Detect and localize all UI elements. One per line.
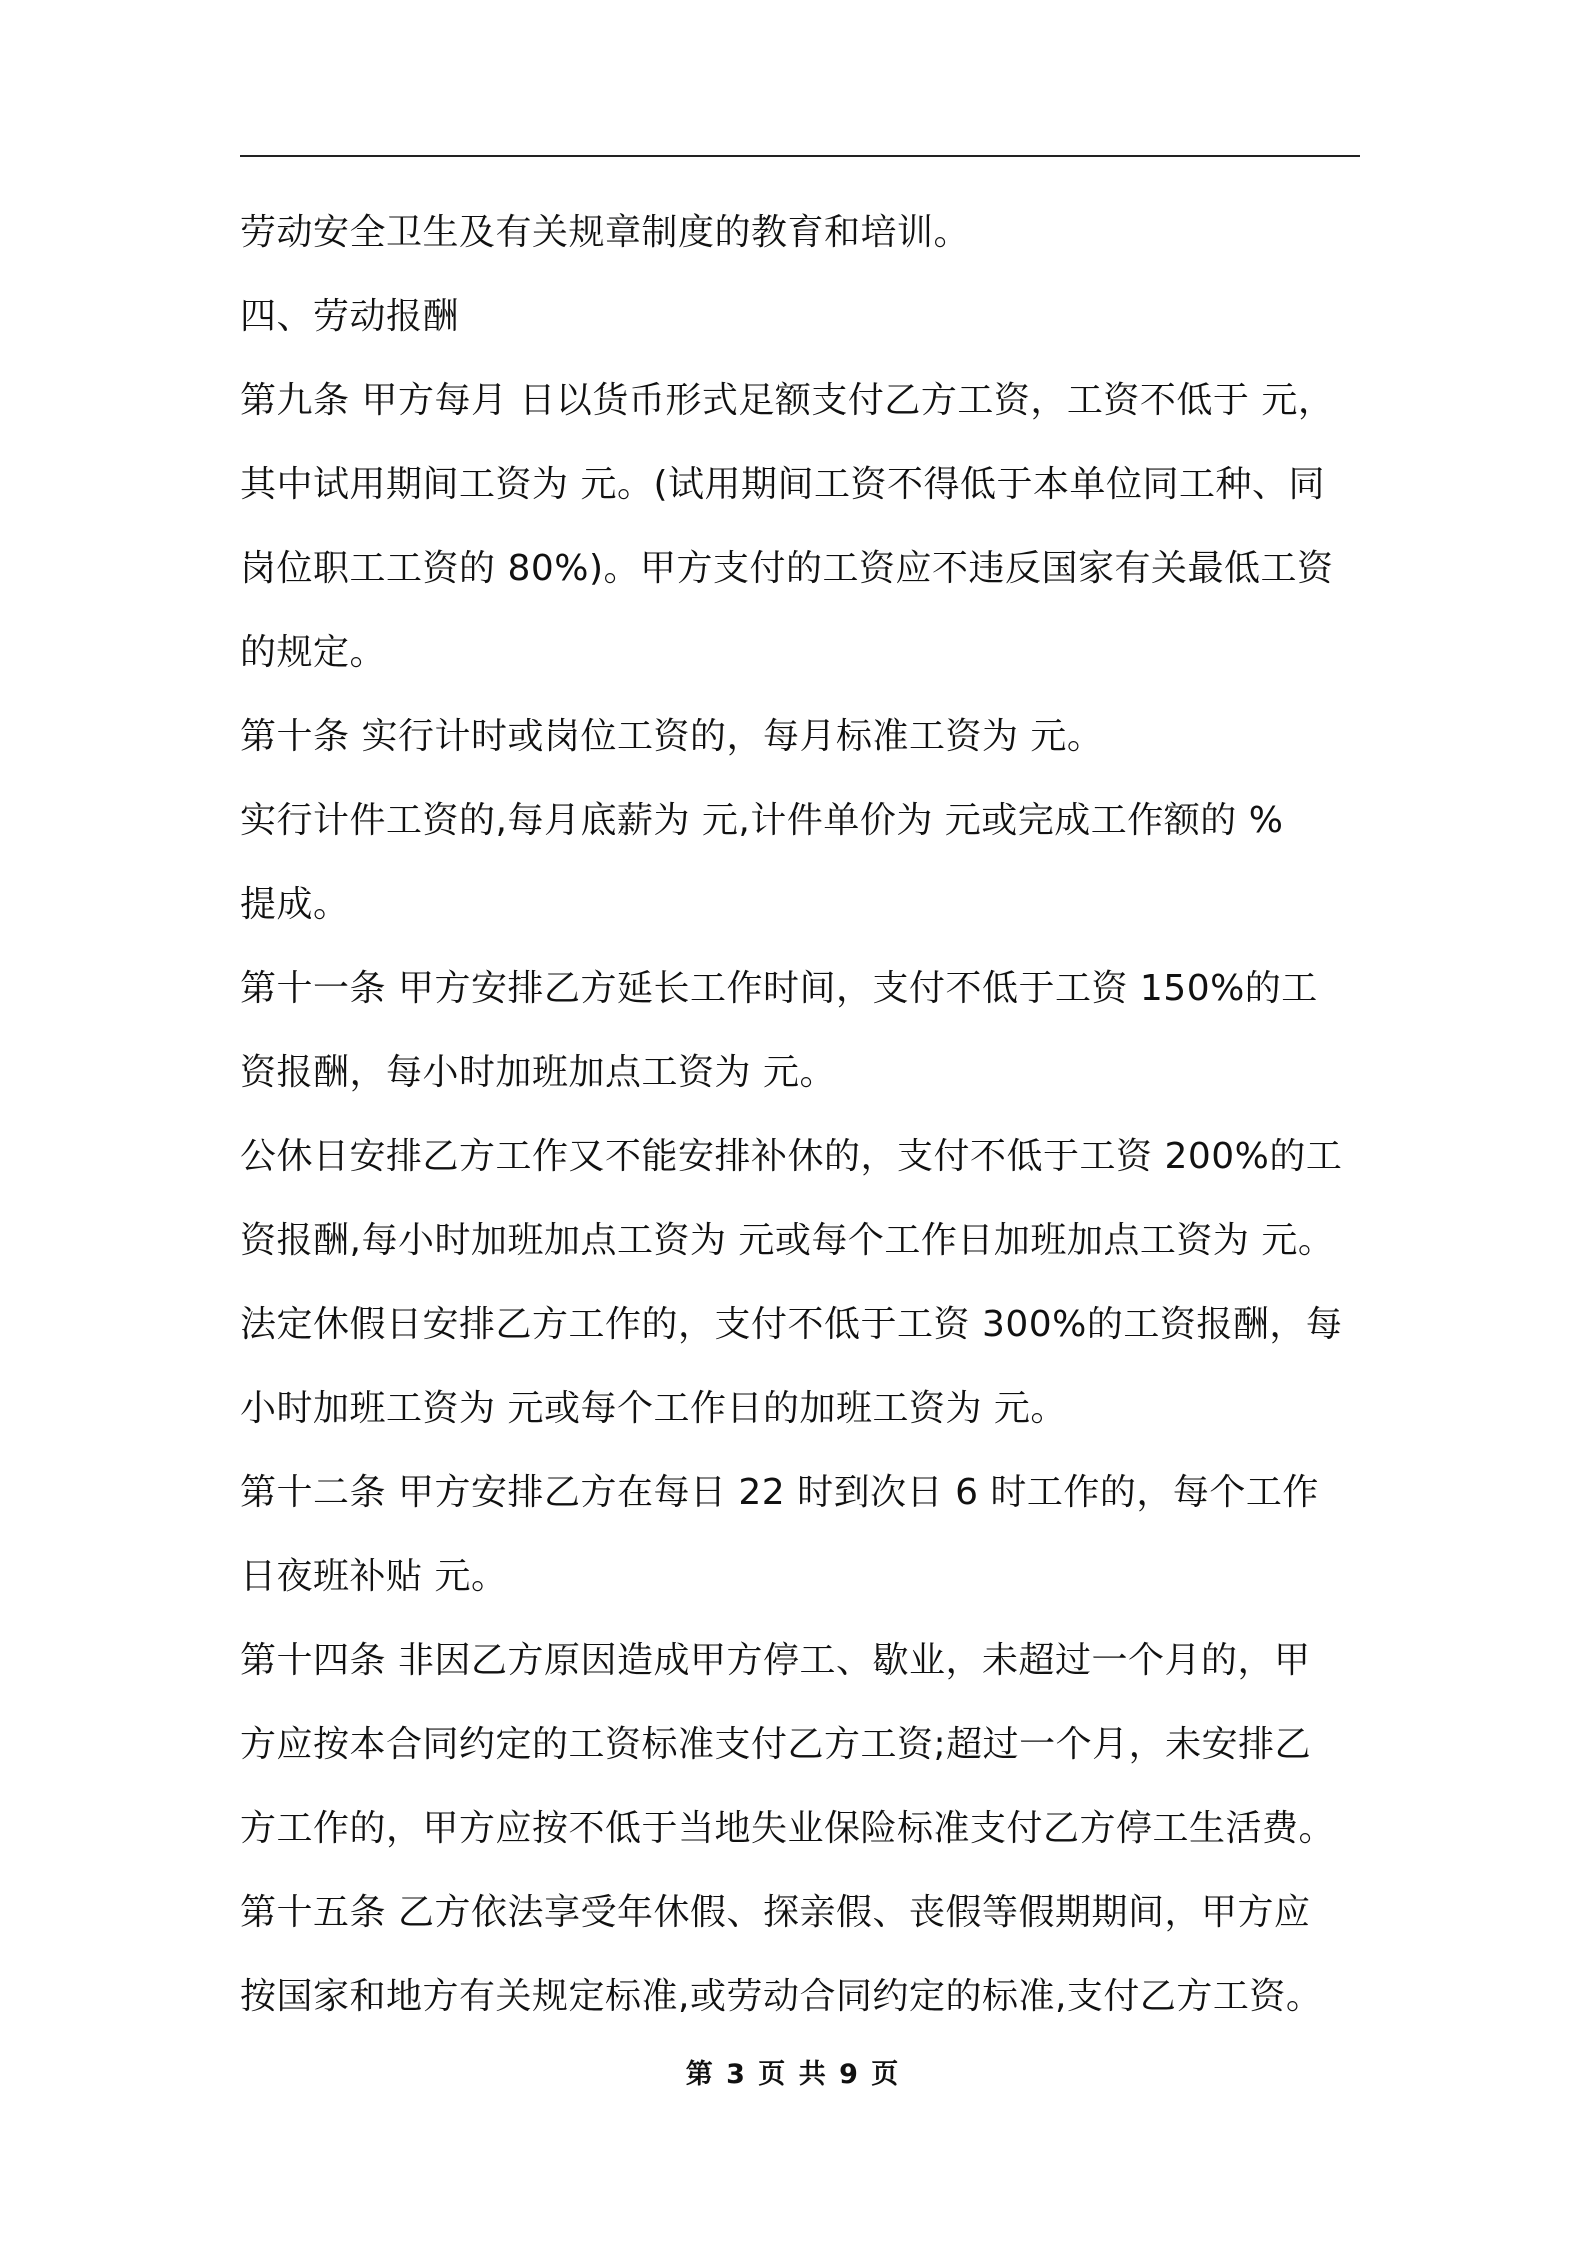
text-line: 第十一条 甲方安排乙方延长工作时间，支付不低于工资 150%的工: [240, 968, 1318, 1009]
text-line: 第十二条 甲方安排乙方在每日 22 时到次日 6 时工作的，每个工作: [240, 1472, 1319, 1513]
section-heading: 四、劳动报酬: [240, 296, 460, 337]
text-line: 的规定。: [240, 632, 387, 673]
text-line: 第九条 甲方每月 日以货币形式足额支付乙方工资，工资不低于 元，: [240, 380, 1335, 421]
header-rule: [240, 155, 1360, 157]
text-line: 法定休假日安排乙方工作的，支付不低于工资 300%的工资报酬，每: [240, 1304, 1343, 1345]
text-line: 提成。: [240, 884, 350, 925]
text-line: 方工作的，甲方应按不低于当地失业保险标准支付乙方停工生活费。: [240, 1808, 1336, 1849]
text-line: 劳动安全卫生及有关规章制度的教育和培训。: [240, 212, 971, 253]
text-line: 日夜班补贴 元。: [240, 1556, 508, 1597]
text-line: 岗位职工工资的 80%)。甲方支付的工资应不违反国家有关最低工资: [240, 548, 1334, 589]
text-line: 公休日安排乙方工作又不能安排补休的，支付不低于工资 200%的工: [240, 1136, 1343, 1177]
text-line: 资报酬,每小时加班加点工资为 元或每个工作日加班加点工资为 元。: [240, 1220, 1335, 1261]
page-number-footer: 第 3 页 共 9 页: [685, 2059, 901, 2090]
text-line: 按国家和地方有关规定标准,或劳动合同约定的标准,支付乙方工资。: [240, 1976, 1323, 2017]
text-line: 第十五条 乙方依法享受年休假、探亲假、丧假等假期期间，甲方应: [240, 1892, 1311, 1933]
text-line: 方应按本合同约定的工资标准支付乙方工资;超过一个月，未安排乙: [240, 1724, 1312, 1765]
text-line: 第十四条 非因乙方原因造成甲方停工、歇业，未超过一个月的，甲: [240, 1640, 1311, 1681]
text-line: 资报酬，每小时加班加点工资为 元。: [240, 1052, 836, 1093]
text-line: 实行计件工资的,每月底薪为 元,计件单价为 元或完成工作额的 %: [240, 800, 1284, 841]
text-line: 小时加班工资为 元或每个工作日的加班工资为 元。: [240, 1388, 1067, 1429]
text-line: 其中试用期间工资为 元。(试用期间工资不得低于本单位同工种、同: [240, 464, 1325, 505]
text-line: 第十条 实行计时或岗位工资的，每月标准工资为 元。: [240, 716, 1104, 757]
